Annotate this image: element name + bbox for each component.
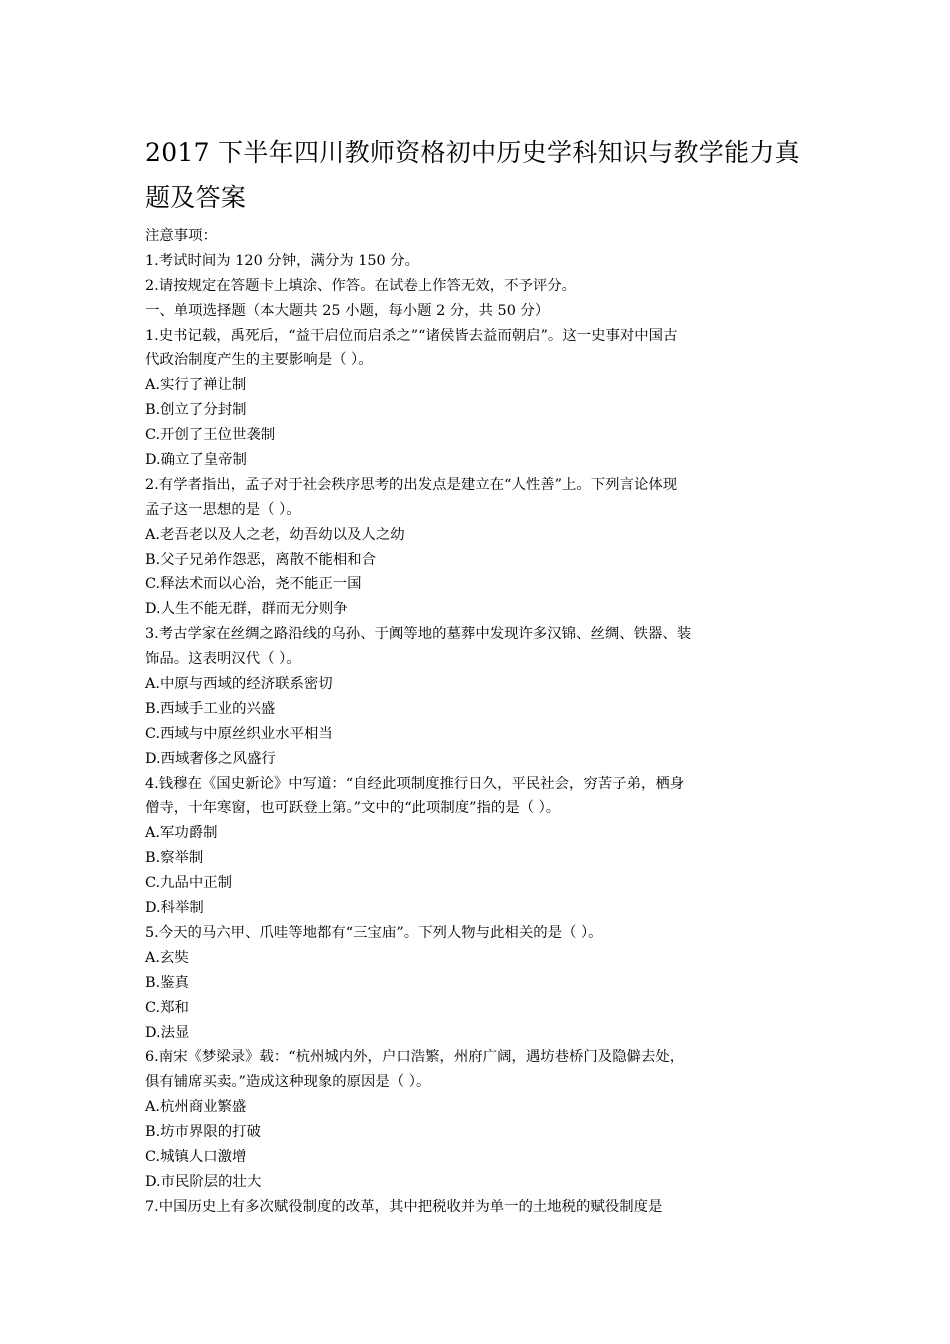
question-1 (145, 324, 815, 473)
question-stem-line: 5.今天的马六甲、爪哇等地都有“三宝庙”。下列人物与此相关的是（ ）。 (145, 924, 603, 941)
question-stem-line: 4.钱穆在《国史新论》中写道：“自经此项制度推行日久，平民社会，穷苦子弟，栖身 (145, 775, 685, 792)
option-d: D.市民阶层的壮大 (145, 1173, 262, 1190)
question-stem-line: 7.中国历史上有多次赋役制度的改革，其中把税收并为单一的土地税的赋役制度是 (145, 1198, 663, 1215)
question-5 (145, 921, 815, 1045)
option-d: D.西域奢侈之风盛行 (145, 750, 276, 767)
option-c: C.开创了王位世袭制 (145, 427, 276, 444)
question-2 (145, 473, 815, 622)
question-stem-line: 2.有学者指出，孟子对于社会秩序思考的出发点是建立在“人性善”上。下列言论体现 (145, 476, 678, 493)
question-stem-line: 僧寺，十年寒窗，也可跃登上第。”文中的“此项制度”指的是（ ）。 (145, 800, 561, 817)
option-b: B.父子兄弟作怨恶，离散不能相和合 (145, 551, 377, 568)
document-title-line-2: 题及答案 (145, 183, 247, 212)
option-a: A.杭州商业繁盛 (145, 1099, 247, 1116)
section-heading: 一、单项选择题（本大题共 25 小题，每小题 2 分，共 50 分） (145, 302, 550, 319)
option-d: D.确立了皇帝制 (145, 452, 247, 469)
question-4 (145, 772, 815, 921)
option-b: B.创立了分封制 (145, 402, 247, 419)
question-stem-line: 孟子这一思想的是（ ）。 (145, 501, 301, 518)
question-stem-line: 俱有铺席买卖。”造成这种现象的原因是（ ）。 (145, 1074, 431, 1091)
document-title-line-1: 2017 下半年四川教师资格初中历史学科知识与教学能力真 (145, 138, 800, 167)
option-b: B.察举制 (145, 850, 204, 867)
option-b: B.西域手工业的兴盛 (145, 700, 276, 717)
option-c: C.释法术而以心治，尧不能正一国 (145, 576, 362, 593)
option-a: A.玄奘 (145, 949, 189, 966)
document-body (145, 224, 815, 1220)
option-a: A.实行了禅让制 (145, 377, 247, 394)
question-stem-line: 6.南宋《梦梁录》载：“杭州城内外，户口浩繁，州府广阔，遇坊巷桥门及隐僻去处， (145, 1049, 685, 1066)
notice-item-1: 1.考试时间为 120 分钟，满分为 150 分。 (145, 252, 420, 269)
option-a: A.老吾老以及人之老，幼吾幼以及人之幼 (145, 526, 405, 543)
option-d: D.法显 (145, 1024, 190, 1041)
option-d: D.人生不能无群，群而无分则争 (145, 601, 348, 618)
option-d: D.科举制 (145, 900, 204, 917)
question-7 (145, 1195, 815, 1220)
document-title (145, 130, 825, 220)
option-a: A.军功爵制 (145, 825, 218, 842)
notice-heading: 注意事项： (145, 228, 217, 244)
option-a: A.中原与西域的经济联系密切 (145, 676, 333, 693)
option-c: C.城镇人口激增 (145, 1148, 247, 1165)
question-stem-line: 3.考古学家在丝绸之路沿线的乌孙、于阗等地的墓葬中发现许多汉锦、丝绸、铁器、装 (145, 626, 692, 643)
question-6 (145, 1045, 815, 1194)
option-c: C.九品中正制 (145, 875, 233, 892)
notice-item-2: 2.请按规定在答题卡上填涂、作答。在试卷上作答无效，不予评分。 (145, 277, 577, 294)
question-stem-line: 代政治制度产生的主要影响是（ ）。 (145, 352, 373, 369)
option-b: B.鉴真 (145, 974, 189, 991)
question-stem-line: 饰品。这表明汉代（ ）。 (145, 651, 301, 668)
question-3 (145, 622, 815, 771)
option-c: C.郑和 (145, 999, 189, 1016)
question-stem-line: 1.史书记载，禹死后，“益干启位而启杀之”“诸侯皆去益而朝启”。这一史事对中国古 (145, 327, 678, 344)
option-b: B.坊市界限的打破 (145, 1124, 261, 1141)
option-c: C.西域与中原丝织业水平相当 (145, 725, 333, 742)
